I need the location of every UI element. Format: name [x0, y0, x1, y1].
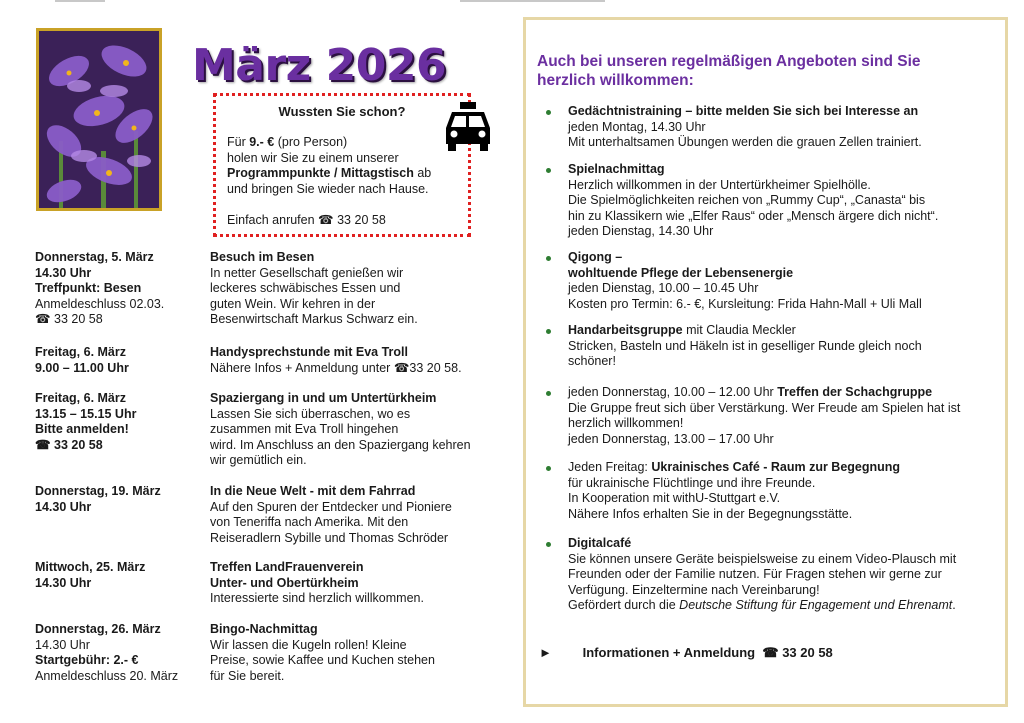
- event-phone-line: [35, 438, 205, 454]
- box-line1-pre: Für: [227, 135, 250, 149]
- event-phone-line: [35, 312, 205, 328]
- offer-text: Kosten pro Termin: 6.- €, Kursleitung: Frida Hahn-Mall + Uli Mall: [568, 296, 922, 311]
- offer-title: Handarbeitsgruppe: [568, 323, 683, 337]
- event-meeting-point: Treffpunkt: Besen: [35, 281, 142, 295]
- offer-title: Treffen der Schachgruppe: [777, 385, 933, 399]
- offer-text: Nähere Infos erhalten Sie in der Begegnungsstätte.: [568, 506, 853, 521]
- event-date: Donnerstag, 5. März: [35, 250, 154, 264]
- top-divider-left: [55, 0, 105, 2]
- event-title: In die Neue Welt - mit dem Fahrrad: [210, 484, 416, 498]
- phone-icon: ☎: [318, 213, 334, 227]
- offer-text: .: [952, 598, 956, 612]
- panel-heading: Auch bei unseren regelmäßigen Angeboten sind Sie herzlich willkommen:: [537, 53, 921, 89]
- top-divider-right: [460, 0, 605, 2]
- offer-text: In Kooperation mit withU-Stuttgart e.V.: [568, 491, 781, 505]
- offer-text: schöner!: [568, 354, 616, 368]
- box-call-line: [227, 212, 386, 227]
- offer-text: jeden Dienstag, 14.30 Uhr: [568, 224, 714, 238]
- offer-text: Die Gruppe freut sich über Verstärkung. Wer Freude am Spielen hat ist: [568, 400, 961, 415]
- event-note: Bitte anmelden!: [35, 422, 129, 436]
- event-date: Donnerstag, 26. März: [35, 622, 161, 636]
- offer-title-post: mit Claudia Meckler: [682, 323, 796, 337]
- event-time: 13.15 – 15.15 Uhr: [35, 406, 137, 421]
- offer-text: jeden Montag, 14.30 Uhr: [568, 119, 706, 134]
- event-fee: Startgebühr: 2.- €: [35, 653, 139, 667]
- event-text: von Teneriffa nach Amerika. Mit den: [210, 515, 409, 529]
- box-line3-post: ab: [413, 166, 432, 180]
- event-title: Spaziergang in und um Untertürkheim: [210, 391, 437, 405]
- event-date: Freitag, 6. März: [35, 391, 126, 405]
- info-line: [539, 645, 833, 661]
- offer-title: Gedächtnistraining – bitte melden Sie sich bei Interesse an: [568, 104, 919, 118]
- event-text-part: Nähere Infos + Anmeldung unter: [210, 360, 391, 375]
- event-deadline: Anmeldeschluss 20. März: [35, 668, 179, 683]
- offer-text: Mit unterhaltsamen Übungen werden die grauen Zellen trainiert.: [568, 135, 922, 149]
- event-text: zusammen mit Eva Troll hingehen: [210, 422, 399, 436]
- box-line4: und bringen Sie wieder nach Hause.: [227, 181, 429, 196]
- offer-item: [568, 104, 998, 151]
- offer-text: Herzlich willkommen in der Untertürkheimer Spielhölle.: [568, 177, 871, 192]
- box-price: 9.- €: [249, 135, 275, 149]
- regular-offers-panel: [523, 17, 1008, 707]
- event-text: [210, 361, 485, 377]
- phone-icon: ☎: [762, 645, 779, 660]
- offer-title: Ukrainisches Café - Raum zur Begegnung: [651, 460, 901, 474]
- offer-text: Verfügung. Einzeltermine nach Vereinbarung!: [568, 582, 820, 597]
- offer-subtitle: wohltuende Pflege der Lebensenergie: [568, 265, 794, 280]
- offer-item: [568, 536, 998, 614]
- offer-item: [568, 460, 998, 522]
- event-text: Preise, sowie Kaffee und Kuchen stehen: [210, 653, 435, 667]
- bullet-icon: [546, 466, 551, 471]
- info-label: Informationen + Anmeldung: [582, 645, 756, 660]
- event-phone: 33 20 58.: [409, 360, 462, 375]
- phone-icon: ☎: [35, 312, 55, 326]
- event-date: Donnerstag, 19. März: [35, 484, 161, 498]
- offer-item: [568, 385, 998, 447]
- event-deadline: Anmeldeschluss 02.03.: [35, 296, 165, 311]
- arrow-right-icon: ►: [539, 645, 552, 660]
- offer-funder: Deutsche Stiftung für Engagement und Ehrenamt: [679, 598, 953, 612]
- event-text: Besenwirtschaft Markus Schwarz ein.: [210, 312, 418, 326]
- bullet-icon: [546, 329, 551, 334]
- offer-text: herzlich willkommen!: [568, 416, 684, 430]
- box-heading: Wussten Sie schon?: [278, 104, 406, 119]
- event-time: 14.30 Uhr: [35, 265, 92, 280]
- event-date: Freitag, 6. März: [35, 345, 126, 359]
- event-text: Interessierte sind herzlich willkommen.: [210, 591, 424, 605]
- offer-text: hin zu Klassikern wie „Elfer Raus“ oder „Mensch ärgere dich nicht“.: [568, 208, 939, 223]
- offer-text: jeden Donnerstag, 13.00 – 17.00 Uhr: [568, 431, 774, 446]
- taxi-icon: [442, 100, 494, 152]
- bullet-icon: [546, 542, 551, 547]
- box-call-text: Einfach anrufen: [227, 213, 315, 227]
- event-text: wir gemütlich ein.: [210, 453, 307, 467]
- offer-item: [568, 162, 998, 240]
- event-text: wird. Im Anschluss an den Spaziergang kehren: [210, 437, 471, 452]
- event-phone: 33 20 58: [54, 312, 103, 326]
- box-line1-post: (pro Person): [274, 135, 348, 149]
- event-phone: 33 20 58: [54, 437, 103, 452]
- bullet-icon: [546, 168, 551, 173]
- event-text: leckeres schwäbisches Essen und: [210, 281, 401, 295]
- offer-item: [568, 250, 998, 312]
- offer-text: Stricken, Basteln und Häkeln ist in geselliger Runde gleich noch: [568, 338, 922, 353]
- offer-text: Gefördert durch die: [568, 598, 680, 612]
- event-date: Mittwoch, 25. März: [35, 560, 146, 574]
- page-title: März 2026: [192, 40, 447, 91]
- event-text: Wir lassen die Kugeln rollen! Kleine: [210, 637, 407, 652]
- event-time: 14.30 Uhr: [35, 637, 90, 652]
- event-text: Auf den Spuren der Entdecker und Pioniere: [210, 499, 452, 514]
- event-time: 9.00 – 11.00 Uhr: [35, 360, 129, 375]
- event-text: In netter Gesellschaft genießen wir: [210, 265, 404, 280]
- offer-text: für ukrainische Flüchtlinge und ihre Freunde.: [568, 475, 816, 490]
- event-time: 14.30 Uhr: [35, 499, 92, 514]
- bullet-icon: [546, 391, 551, 396]
- event-title: Besuch im Besen: [210, 250, 315, 264]
- event-text: Reiseradlern Sybille und Thomas Schröder: [210, 530, 449, 545]
- offer-title: Qigong –: [568, 250, 623, 264]
- event-text: guten Wein. Wir kehren in der: [210, 296, 376, 311]
- bullet-icon: [546, 110, 551, 115]
- event-text: Lassen Sie sich überraschen, wo es: [210, 406, 411, 421]
- event-title: Bingo-Nachmittag: [210, 622, 318, 636]
- info-phone: 33 20 58: [782, 645, 833, 660]
- bullet-icon: [546, 256, 551, 261]
- offer-text: Sie können unsere Geräte beispielsweise zu einem Video-Plausch mit: [568, 551, 957, 566]
- offer-text: jeden Dienstag, 10.00 – 10.45 Uhr: [568, 281, 759, 295]
- box-line2: holen wir Sie zu einem unserer: [227, 150, 399, 165]
- offer-item: [568, 323, 998, 370]
- event-title: Treffen LandFrauenverein: [210, 560, 364, 574]
- box-text: [227, 135, 467, 197]
- box-line3-bold: Programmpunkte / Mittagstisch: [227, 166, 414, 180]
- phone-icon: ☎: [393, 360, 410, 375]
- offer-text: Freunden oder der Familie nutzen. Für Fragen stehen wir gerne zur: [568, 567, 942, 581]
- box-phone: 33 20 58: [337, 213, 386, 227]
- offer-title: Digitalcafé: [568, 536, 632, 550]
- offer-pre: jeden Donnerstag, 10.00 – 12.00 Uhr: [568, 385, 778, 399]
- event-title: Unter- und Obertürkheim: [210, 575, 359, 590]
- event-text: für Sie bereit.: [210, 668, 285, 683]
- offer-pre: Jeden Freitag:: [568, 460, 652, 474]
- offer-title: Spielnachmittag: [568, 162, 665, 176]
- event-time: 14.30 Uhr: [35, 575, 92, 590]
- event-title: Handysprechstunde mit Eva Troll: [210, 345, 408, 359]
- phone-icon: ☎: [35, 437, 55, 452]
- offer-text: Die Spielmöglichkeiten reichen von „Rummy Cup“, „Canasta“ bis: [568, 193, 926, 207]
- taxi-service-box: [213, 93, 471, 237]
- crocus-photo: [36, 28, 162, 211]
